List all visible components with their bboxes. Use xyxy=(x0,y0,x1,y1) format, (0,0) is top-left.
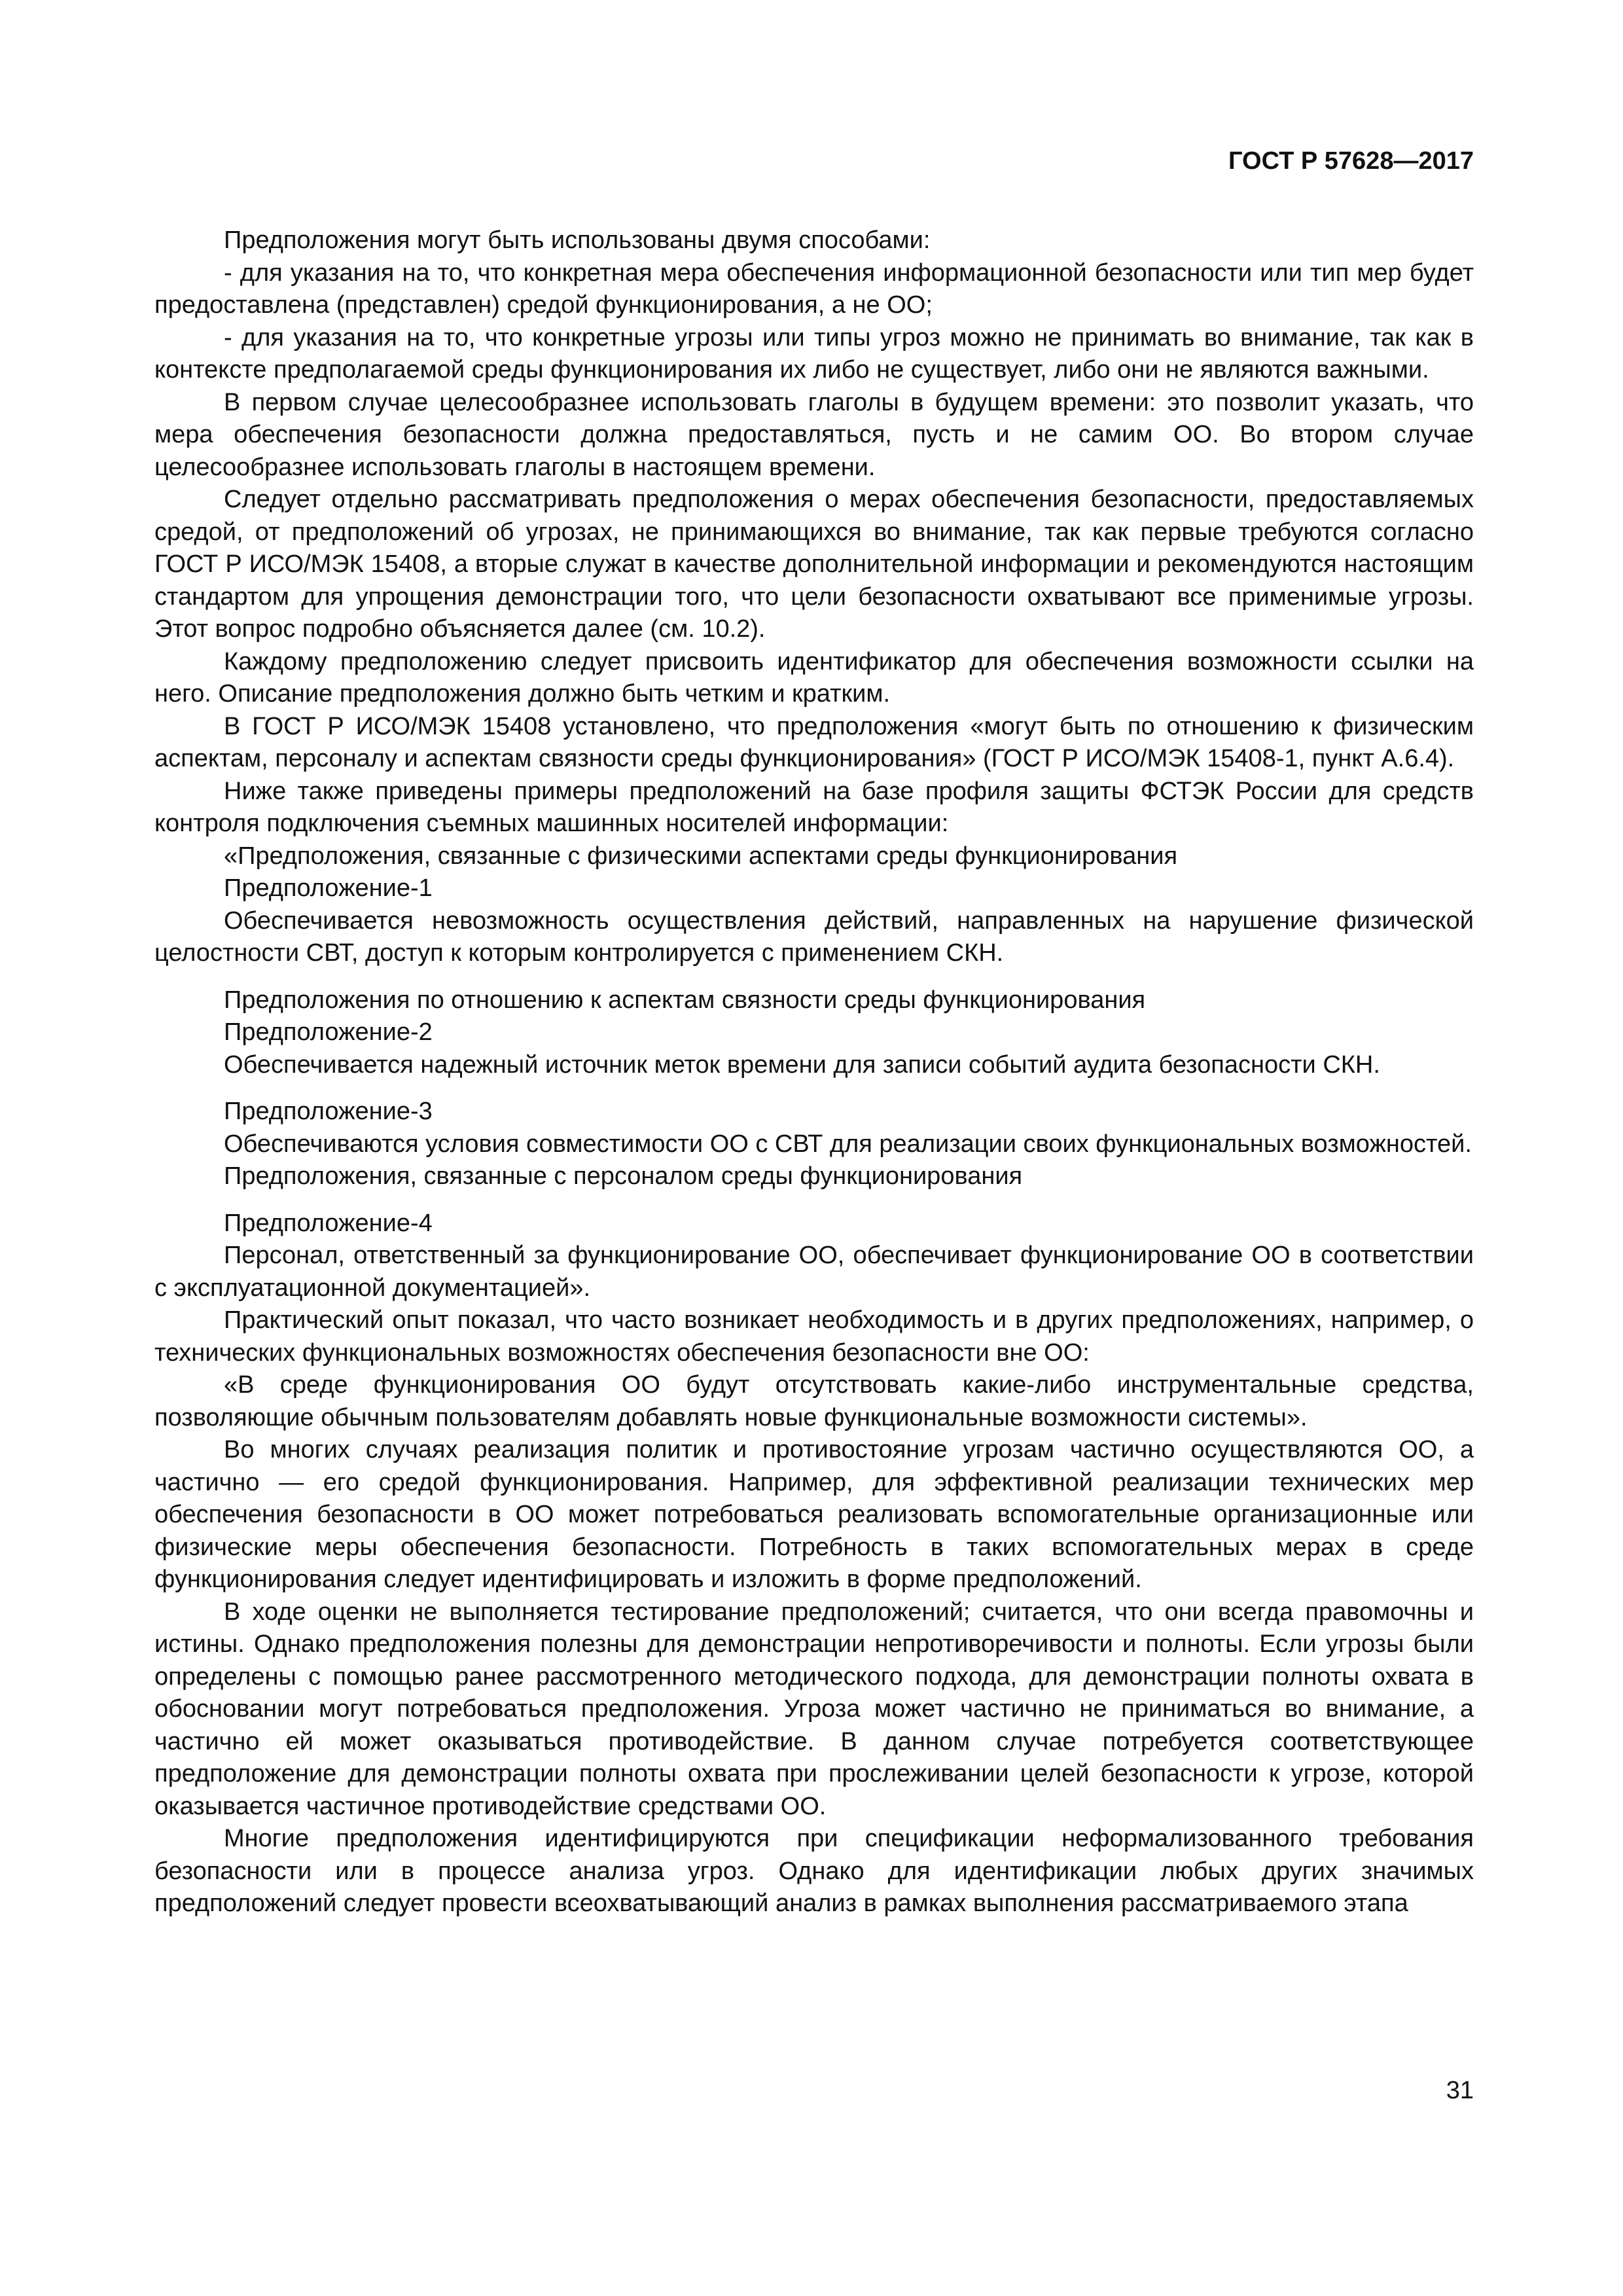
paragraph: Персонал, ответственный за функционирование ОО, обеспечивает функционирование ОО в соответствии с эксплуатационной документацией». xyxy=(154,1242,1474,1302)
document-body xyxy=(154,224,1474,1920)
paragraph: В ходе оценки не выполняется тестирование предположений; считается, что они всегда правомочны и истины. Однако предположения полезны для демонстрации непротиворечивости и полноты. Если угрозы были определены с помощью ранее рассмотренного методического подхода, для демонстрации полноты охвата в обосновании могут потребоваться предположения. Угроза может частично не приниматься во внимание, а частично ей может оказываться противодействие. В данном случае потребуется соответствующее предположение для демонстрации полноты охвата при прослеживании целей безопасности к угрозе, которой оказывается частичное противодействие средствами ОО. xyxy=(154,1598,1474,1820)
paragraph: Практический опыт показал, что часто возникает необходимость и в других предположениях, например, о технических функциональных возможностях обеспечения безопасности вне ОО: xyxy=(154,1306,1474,1367)
paragraph: В первом случае целесообразнее использовать глаголы в будущем времени: это позволит указать, что мера обеспечения безопасности должна предоставляться, пусть и не самим ОО. Во втором случае целесообразнее использовать глаголы в настоящем времени. xyxy=(154,388,1474,481)
section-heading: Предположения по отношению к аспектам связности среды функционирования xyxy=(224,986,1146,1014)
paragraph: Обеспечивается надежный источник меток времени для записи событий аудита безопасности СКН. xyxy=(224,1050,1380,1079)
section-heading: Предположения, связанные с персоналом среды функционирования xyxy=(224,1162,1023,1190)
paragraph: - для указания на то, что конкретные угрозы или типы угроз можно не принимать во внимание, так как в контексте предполагаемой среды функционирования их либо не существует, либо они не являются важными. xyxy=(154,323,1474,384)
assumption-label: Предположение-4 xyxy=(224,1209,433,1237)
paragraph: Предположения могут быть использованы двумя способами: xyxy=(224,226,931,254)
assumption-label: Предположение-3 xyxy=(224,1098,433,1125)
paragraph: Каждому предположению следует присвоить идентификатор для обеспечения возможности ссылки на него. Описание предположения должно быть четким и кратким. xyxy=(154,647,1474,708)
paragraph: В ГОСТ Р ИСО/МЭК 15408 установлено, что предположения «могут быть по отношению к физическим аспектам, персоналу и аспектам связности среды функционирования» (ГОСТ Р ИСО/МЭК 15408-1, пункт А.6.4). xyxy=(154,712,1474,772)
paragraph: Обеспечивается невозможность осуществления действий, направленных на нарушение физической целостности СВТ, доступ к которым контролируется с применением СКН. xyxy=(154,906,1474,967)
paragraph: Обеспечиваются условия совместимости ОО с СВТ для реализации своих функциональных возможностей. xyxy=(224,1130,1472,1158)
page-number: 31 xyxy=(1446,2077,1474,2104)
assumption-label: Предположение-2 xyxy=(224,1018,433,1046)
paragraph: - для указания на то, что конкретная мера обеспечения информационной безопасности или тип мер будет предоставлена (представлен) средой функционирования, а не ОО; xyxy=(154,259,1474,319)
quote-heading: «Предположения, связанные с физическими аспектами среды функционирования xyxy=(224,842,1178,870)
paragraph: Во многих случаях реализация политик и противостояние угрозам частично осуществляются ОО, а частично — его средой функционирования. Например, для эффективной реализации технических мер обеспечения безопасности в ОО может потребоваться реализовать вспомогательные организационные или физические меры обеспечения безопасности. Потребность в таких вспомогательных мерах в среде функционирования следует идентифицировать и изложить в форме предположений. xyxy=(154,1436,1474,1593)
document-header: ГОСТ Р 57628—2017 xyxy=(1228,147,1474,175)
assumption-label: Предположение-1 xyxy=(224,874,433,902)
paragraph: «В среде функционирования ОО будут отсутствовать какие-либо инструментальные средства, позволяющие обычным пользователям добавлять новые функциональные возможности системы». xyxy=(154,1371,1474,1431)
paragraph: Следует отдельно рассматривать предположения о мерах обеспечения безопасности, предоставляемых средой, от предположений об угрозах, не принимающихся во внимание, так как первые требуются согласно ГОСТ Р ИСО/МЭК 15408, а вторые служат в качестве дополнительной информации и рекомендуются настоящим стандартом для упрощения демонстрации того, что цели безопасности охватывают все применимые угрозы. Этот вопрос подробно объясняется далее (см. 10.2). xyxy=(154,486,1474,643)
paragraph: Многие предположения идентифицируются при спецификации неформализованного требования безопасности или в процессе анализа угроз. Однако для идентификации любых других значимых предположений следует провести всеохватывающий анализ в рамках выполнения рассматриваемого этапа xyxy=(154,1825,1474,1917)
paragraph: Ниже также приведены примеры предположений на базе профиля защиты ФСТЭК России для средств контроля подключения съемных машинных носителей информации: xyxy=(154,777,1474,837)
